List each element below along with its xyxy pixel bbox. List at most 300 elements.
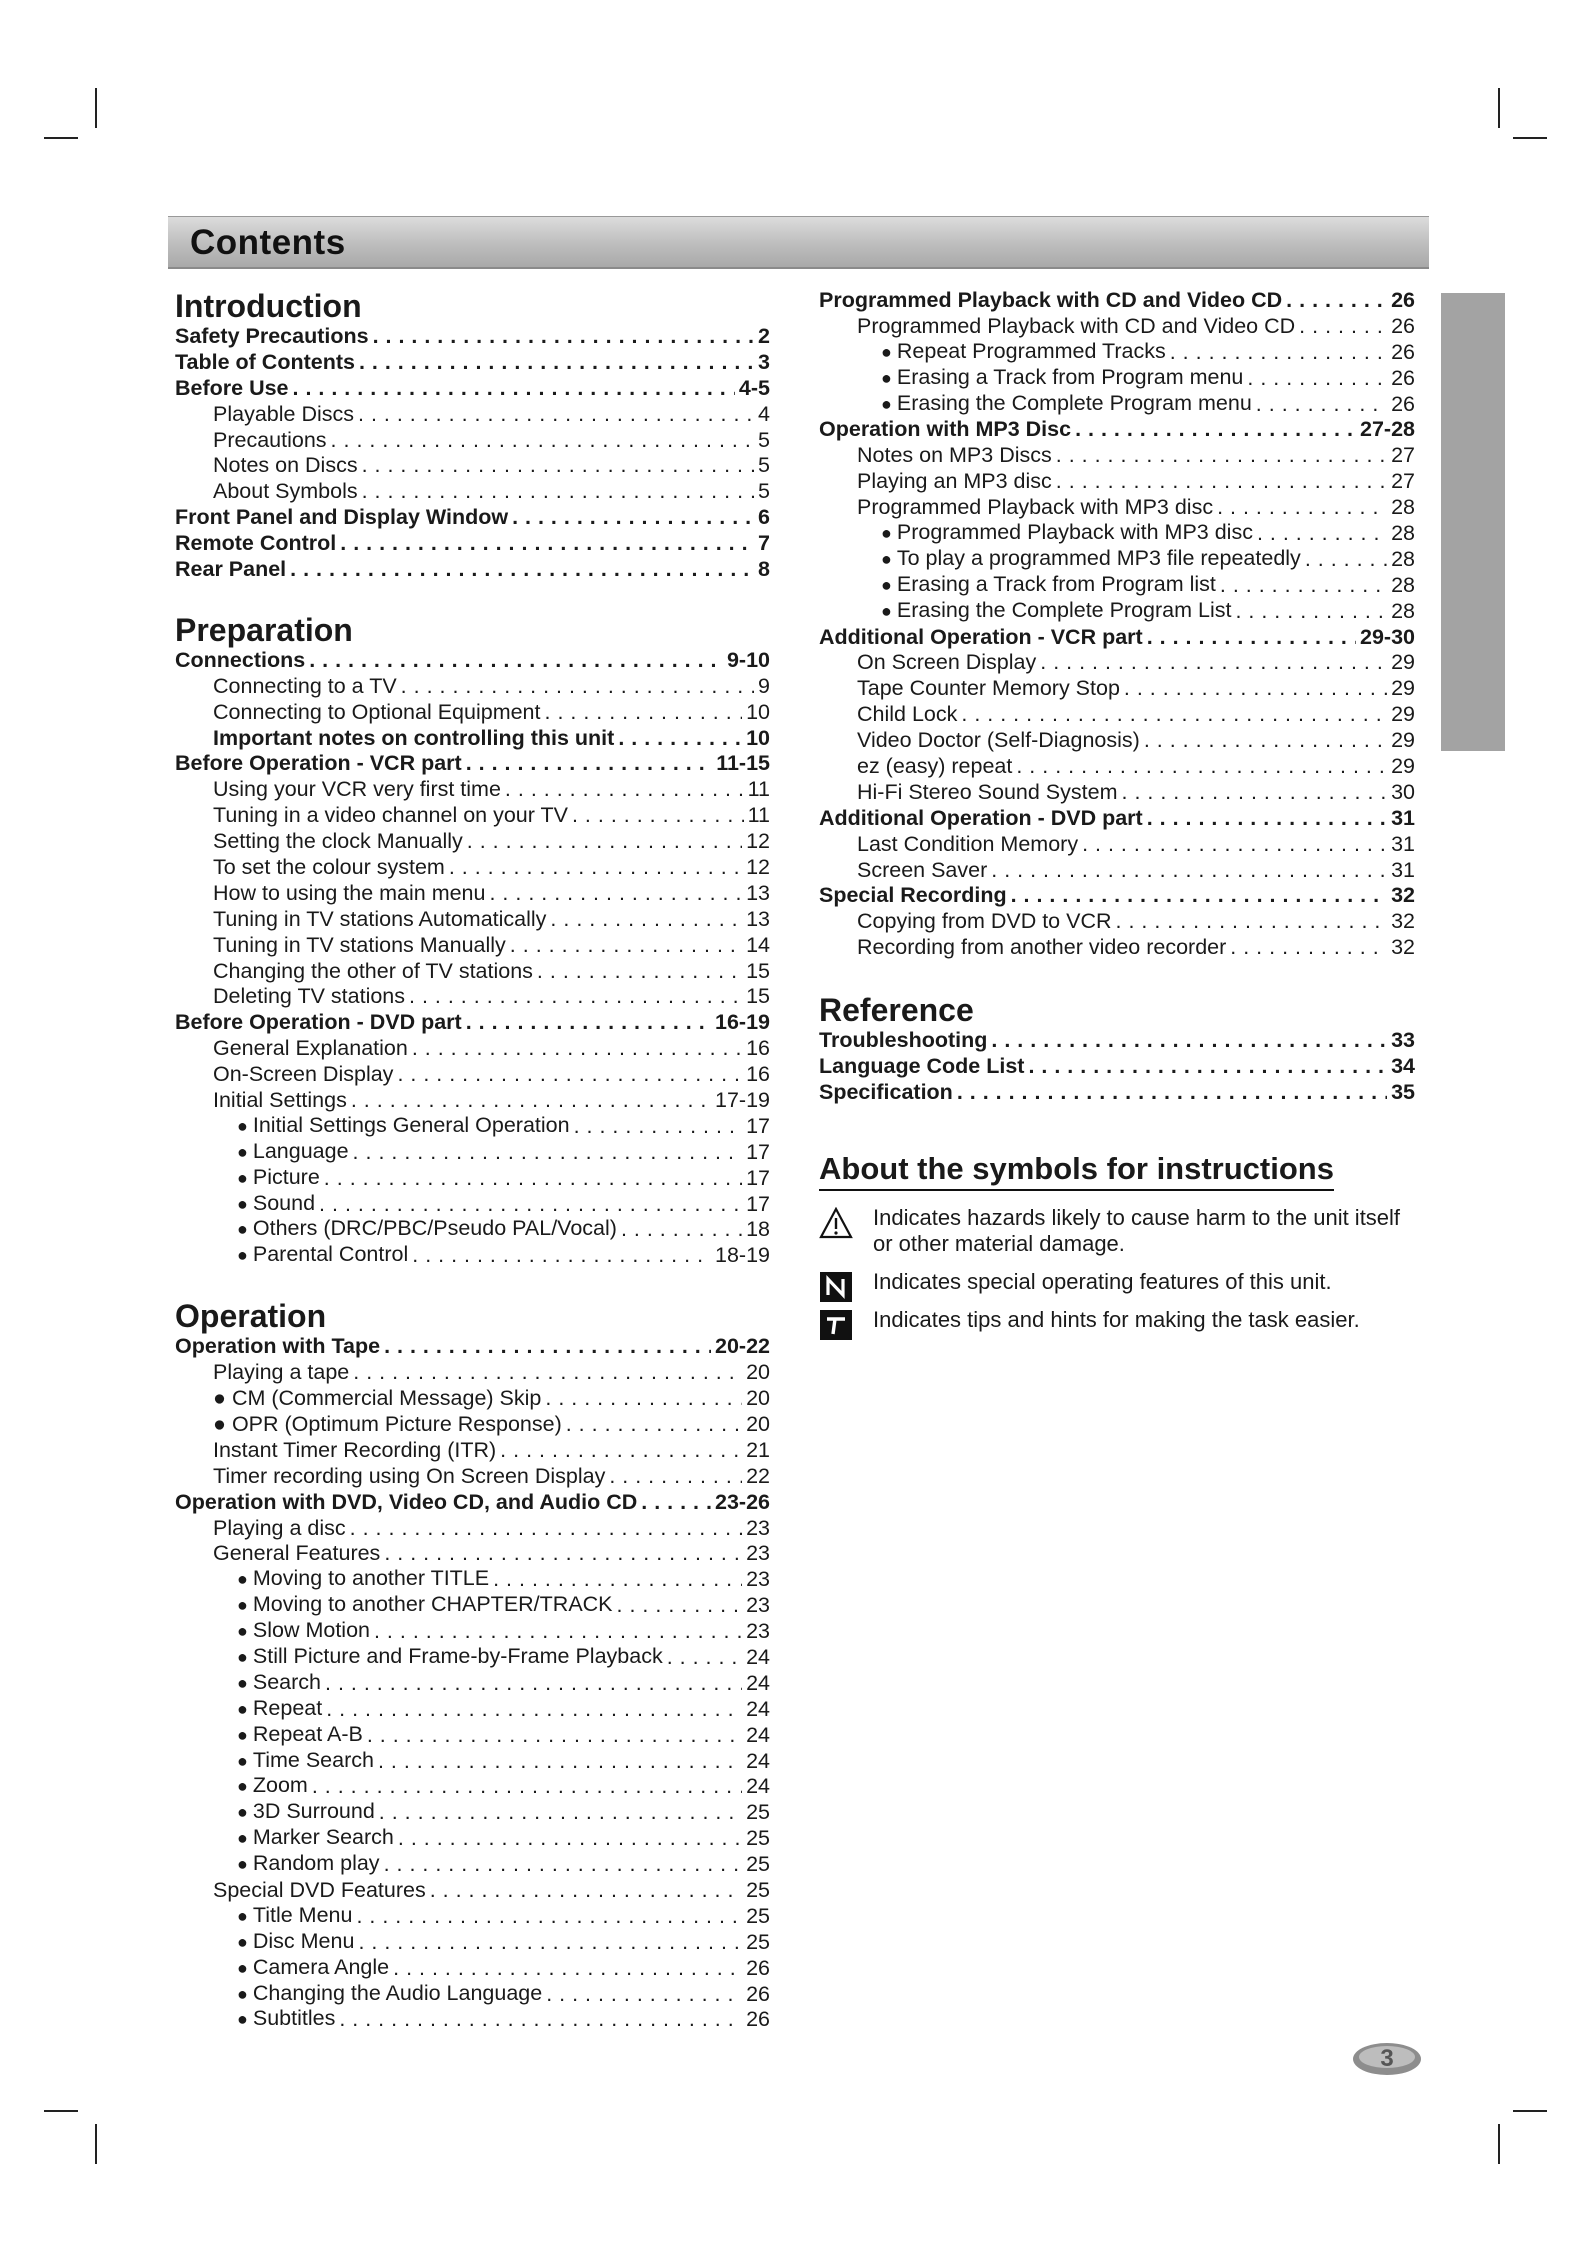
toc-entry-page: 24 bbox=[746, 1722, 770, 1747]
toc-entry-page: 32 bbox=[1391, 883, 1415, 908]
dot-leader bbox=[957, 1080, 1387, 1106]
dot-leader bbox=[1056, 443, 1387, 469]
toc-entry-title: To set the colour system bbox=[213, 855, 445, 880]
page-number: 3 bbox=[1380, 2045, 1394, 2072]
toc-entry-title: Screen Saver bbox=[857, 857, 988, 882]
toc-entry-page: 17 bbox=[746, 1165, 770, 1190]
toc-entry-title: ● Repeat Programmed Tracks bbox=[881, 339, 1166, 366]
dot-leader bbox=[1016, 754, 1387, 780]
toc-entry bbox=[175, 1412, 770, 1438]
toc-entry-page: 29 bbox=[1391, 676, 1415, 701]
toc-entry-page: 3 bbox=[758, 349, 770, 374]
dot-leader bbox=[1257, 521, 1387, 547]
toc-entry bbox=[175, 402, 770, 428]
toc-entry-title: ● 3D Surround bbox=[237, 1799, 375, 1826]
toc-entry bbox=[175, 1878, 770, 1904]
toc-entry bbox=[819, 1054, 1415, 1080]
dot-leader bbox=[367, 1723, 742, 1749]
toc-entry-title: On-Screen Display bbox=[213, 1062, 394, 1087]
toc-entry bbox=[175, 1593, 770, 1619]
toc-entry-page: 17 bbox=[746, 1191, 770, 1216]
toc-entry-page: 14 bbox=[746, 932, 770, 957]
toc-entry-title: Safety Precautions bbox=[175, 323, 369, 348]
dot-leader bbox=[1144, 728, 1387, 754]
toc-entry-page: 23-26 bbox=[715, 1489, 770, 1514]
toc-entry-page: 9-10 bbox=[726, 647, 770, 672]
symbol-text-tip: Indicates tips and hints for making the task easier. bbox=[873, 1307, 1360, 1332]
toc-entry-title: Operation with Tape bbox=[175, 1334, 381, 1359]
dot-leader bbox=[1124, 676, 1387, 702]
dot-leader bbox=[353, 1140, 743, 1166]
dot-leader bbox=[353, 1360, 742, 1386]
toc-entry-page: 4-5 bbox=[738, 375, 770, 400]
toc-entry bbox=[175, 1464, 770, 1490]
dot-leader bbox=[961, 702, 1387, 728]
dot-leader bbox=[359, 350, 754, 376]
dot-leader bbox=[545, 700, 743, 726]
toc-entry-title: Programmed Playback with CD and Video CD bbox=[857, 313, 1296, 338]
dot-leader bbox=[358, 1930, 742, 1956]
toc-entry-page: 20-22 bbox=[715, 1334, 770, 1359]
toc-entry-page: 5 bbox=[758, 453, 770, 478]
dot-leader bbox=[412, 1243, 711, 1269]
toc-entry-title: ez (easy) repeat bbox=[857, 754, 1013, 779]
toc-entry bbox=[175, 1800, 770, 1826]
toc-entry-page: 23 bbox=[746, 1541, 770, 1566]
dot-leader bbox=[505, 777, 744, 803]
toc-entry bbox=[819, 443, 1415, 469]
toc-entry-page: 6 bbox=[758, 505, 770, 530]
toc-entry-page: 23 bbox=[746, 1619, 770, 1644]
dot-leader bbox=[1220, 573, 1387, 599]
toc-entry-title: ● Erasing a Track from Program list bbox=[881, 572, 1216, 599]
toc-entry bbox=[175, 1619, 770, 1645]
about-symbols-title: About the symbols for instructions bbox=[819, 1150, 1334, 1191]
toc-entry bbox=[175, 1930, 770, 1956]
toc-entry bbox=[175, 1010, 770, 1036]
toc-entry-title: Playing an MP3 disc bbox=[857, 469, 1052, 494]
dot-leader bbox=[393, 1956, 742, 1982]
toc-entry-page: 24 bbox=[746, 1670, 770, 1695]
toc-entry-title: Troubleshooting bbox=[819, 1028, 988, 1053]
toc-entry-page: 29 bbox=[1391, 650, 1415, 675]
toc-entry-page: 9 bbox=[758, 673, 770, 698]
toc-entry-page: 17-19 bbox=[715, 1088, 770, 1113]
toc-entry-title: Child Lock bbox=[857, 702, 958, 727]
toc-entry-page: 17 bbox=[746, 1113, 770, 1138]
dot-leader bbox=[1028, 1054, 1387, 1080]
toc-entry bbox=[175, 1088, 770, 1114]
dot-leader bbox=[1075, 417, 1356, 443]
toc-entry-page: 29-30 bbox=[1360, 624, 1415, 649]
toc-entry bbox=[819, 417, 1415, 443]
toc-entry-page: 5 bbox=[758, 479, 770, 504]
toc-entry-title: ● Title Menu bbox=[237, 1903, 352, 1930]
dot-leader bbox=[397, 1062, 742, 1088]
toc-entry-title: Timer recording using On Screen Display bbox=[213, 1463, 606, 1488]
toc-entry-title: ● Disc Menu bbox=[237, 1929, 354, 1956]
toc-entry bbox=[175, 1567, 770, 1593]
dot-leader bbox=[572, 803, 744, 829]
toc-entry bbox=[175, 1438, 770, 1464]
toc-entry-page: 23 bbox=[746, 1567, 770, 1592]
crop-mark-top-left-v bbox=[95, 88, 97, 128]
crop-mark-bottom-left-v bbox=[95, 2124, 97, 2164]
toc-entry-title: Initial Settings bbox=[213, 1088, 347, 1113]
toc-entry bbox=[175, 1140, 770, 1166]
dot-leader bbox=[430, 1878, 742, 1904]
toc-entry-page: 15 bbox=[746, 958, 770, 983]
symbol-text-note: Indicates special operating features of this unit. bbox=[873, 1269, 1332, 1294]
toc-entry-title: Before Operation - DVD part bbox=[175, 1010, 462, 1035]
dot-leader bbox=[1147, 806, 1387, 832]
dot-leader bbox=[373, 324, 754, 350]
dot-leader bbox=[1170, 340, 1387, 366]
toc-entry-page: 29 bbox=[1391, 702, 1415, 727]
toc-entry-page: 25 bbox=[746, 1852, 770, 1877]
toc-entry-title: Video Doctor (Self-Diagnosis) bbox=[857, 728, 1140, 753]
toc-entry-title: ● Picture bbox=[237, 1165, 320, 1192]
toc-entry-page: 26 bbox=[746, 2007, 770, 2032]
toc-entry-page: 11-15 bbox=[716, 751, 770, 776]
dot-leader bbox=[467, 829, 742, 855]
toc-entry bbox=[175, 1114, 770, 1140]
toc-entry bbox=[175, 1541, 770, 1567]
toc-entry-page: 24 bbox=[746, 1696, 770, 1721]
toc-entry-title: About Symbols bbox=[213, 479, 358, 504]
toc-entry bbox=[175, 959, 770, 985]
toc-entry bbox=[175, 1386, 770, 1412]
toc-entry bbox=[175, 1852, 770, 1878]
toc-entry bbox=[819, 883, 1415, 909]
toc-entry bbox=[819, 702, 1415, 728]
toc-entry-title: Programmed Playback with MP3 disc bbox=[857, 495, 1214, 520]
toc-entry bbox=[819, 806, 1415, 832]
toc-entry-title: Instant Timer Recording (ITR) bbox=[213, 1437, 497, 1462]
toc-entry-title: ● Moving to another TITLE bbox=[237, 1566, 489, 1593]
dot-leader bbox=[384, 1334, 711, 1360]
crop-mark-top-right-v bbox=[1498, 88, 1500, 128]
page-number-badge bbox=[1351, 2040, 1423, 2078]
toc-entry bbox=[175, 453, 770, 479]
toc-entry-title: Connecting to a TV bbox=[213, 673, 397, 698]
dot-leader bbox=[1230, 935, 1387, 961]
toc-entry bbox=[819, 650, 1415, 676]
toc-entry bbox=[175, 984, 770, 1010]
toc-entry-title: ● Changing the Audio Language bbox=[237, 1981, 542, 2008]
toc-entry-page: 31 bbox=[1391, 831, 1415, 856]
toc-entry-title: ● OPR (Optimum Picture Response) bbox=[213, 1411, 562, 1436]
dot-leader bbox=[449, 855, 742, 881]
toc-entry-page: 31 bbox=[1391, 857, 1415, 882]
toc-entry bbox=[175, 1904, 770, 1930]
dot-leader bbox=[340, 531, 754, 557]
toc-entry bbox=[175, 1749, 770, 1775]
toc-entry-title: Notes on MP3 Discs bbox=[857, 443, 1052, 468]
dot-leader bbox=[991, 1028, 1387, 1054]
toc-entry bbox=[175, 674, 770, 700]
toc-entry bbox=[175, 376, 770, 402]
toc-entry-title: Before Use bbox=[175, 375, 289, 400]
toc-entry bbox=[175, 1062, 770, 1088]
dot-leader bbox=[378, 1749, 742, 1775]
dot-leader bbox=[667, 1645, 742, 1671]
toc-entry-page: 26 bbox=[1391, 339, 1415, 364]
crop-mark-top-left-h bbox=[44, 137, 78, 139]
toc-entry-title: ● Sound bbox=[237, 1191, 315, 1218]
toc-entry-page: 4 bbox=[758, 401, 770, 426]
toc-entry bbox=[175, 1982, 770, 2008]
toc-entry-title: ● Initial Settings General Operation bbox=[237, 1113, 570, 1140]
dot-leader bbox=[326, 1697, 742, 1723]
toc-entry-title: Playing a disc bbox=[213, 1515, 346, 1540]
toc-entry-title: ● Repeat A-B bbox=[237, 1722, 363, 1749]
toc-entry-page: 35 bbox=[1391, 1079, 1415, 1104]
dot-leader bbox=[510, 933, 742, 959]
toc-entry-title: ● To play a programmed MP3 file repeatedly bbox=[881, 546, 1301, 573]
toc-left-column bbox=[175, 288, 770, 2033]
toc-entry bbox=[819, 469, 1415, 495]
toc-entry-title: ● CM (Commercial Message) Skip bbox=[213, 1386, 542, 1411]
toc-entry bbox=[175, 1036, 770, 1062]
section-heading: Preparation bbox=[175, 611, 353, 648]
toc-entry-page: 16 bbox=[746, 1036, 770, 1061]
toc-entry-title: ● Programmed Playback with MP3 disc bbox=[881, 520, 1253, 547]
toc-entry-title: General Features bbox=[213, 1541, 381, 1566]
toc-entry bbox=[819, 728, 1415, 754]
tip-icon bbox=[819, 1309, 853, 1341]
symbol-item-note bbox=[819, 1269, 1419, 1295]
toc-entry-title: Deleting TV stations bbox=[213, 984, 406, 1009]
toc-entry bbox=[819, 340, 1415, 366]
toc-entry bbox=[175, 1490, 770, 1516]
dot-leader bbox=[351, 1088, 711, 1114]
toc-entry bbox=[175, 1243, 770, 1269]
toc-entry-page: 26 bbox=[1391, 365, 1415, 390]
toc-entry-title: Language Code List bbox=[819, 1054, 1025, 1079]
toc-entry-page: 13 bbox=[746, 880, 770, 905]
dot-leader bbox=[293, 376, 735, 402]
dot-leader bbox=[609, 1464, 742, 1490]
toc-entry-title: ● Marker Search bbox=[237, 1825, 394, 1852]
toc-entry bbox=[175, 648, 770, 674]
toc-entry-page: 27 bbox=[1391, 443, 1415, 468]
toc-entry-title: ● Subtitles bbox=[237, 2006, 335, 2033]
dot-leader bbox=[1122, 780, 1388, 806]
toc-entry-page: 2 bbox=[758, 323, 770, 348]
toc-entry-title: Last Condition Memory bbox=[857, 831, 1079, 856]
toc-entry-title: ● Still Picture and Frame-by-Frame Playback bbox=[237, 1644, 663, 1671]
toc-entry-title: ● Others (DRC/PBC/Pseudo PAL/Vocal) bbox=[237, 1216, 617, 1243]
toc-entry bbox=[175, 1826, 770, 1852]
toc-entry-title: ● Erasing the Complete Program menu bbox=[881, 391, 1252, 418]
toc-entry-title: Specification bbox=[819, 1079, 953, 1104]
toc-entry bbox=[175, 428, 770, 454]
crop-mark-top-right-h bbox=[1513, 137, 1547, 139]
toc-entry-title: ● Slow Motion bbox=[237, 1618, 370, 1645]
toc-entry-page: 28 bbox=[1391, 495, 1415, 520]
dot-leader bbox=[339, 2007, 742, 2033]
dot-leader bbox=[537, 959, 742, 985]
toc-entry bbox=[175, 1723, 770, 1749]
toc-entry-page: 11 bbox=[747, 803, 770, 828]
toc-entry bbox=[819, 625, 1415, 651]
toc-entry-page: 25 bbox=[746, 1903, 770, 1928]
toc-entry-title: Front Panel and Display Window bbox=[175, 505, 509, 530]
toc-entry-page: 26 bbox=[1391, 391, 1415, 416]
toc-entry-page: 28 bbox=[1391, 521, 1415, 545]
toc-entry-title: Hi-Fi Stereo Sound System bbox=[857, 779, 1118, 804]
page-title: Contents bbox=[190, 223, 346, 262]
toc-entry-title: Before Operation - VCR part bbox=[175, 751, 462, 776]
contents-banner bbox=[168, 216, 1429, 269]
dot-leader bbox=[1256, 392, 1387, 418]
toc-entry-page: 28 bbox=[1391, 572, 1415, 597]
section-heading: Introduction bbox=[175, 288, 362, 324]
dot-leader bbox=[500, 1438, 742, 1464]
toc-entry-page: 29 bbox=[1391, 728, 1415, 753]
toc-entry-page: 24 bbox=[746, 1748, 770, 1773]
toc-entry bbox=[819, 909, 1415, 935]
toc-entry-page: 18-19 bbox=[715, 1243, 770, 1268]
toc-entry bbox=[175, 1645, 770, 1671]
toc-entry-title: Setting the clock Manually bbox=[213, 829, 463, 854]
dot-leader bbox=[409, 984, 742, 1010]
dot-leader bbox=[362, 453, 754, 479]
dot-leader bbox=[374, 1619, 742, 1645]
toc-entry-title: ● Search bbox=[237, 1670, 321, 1697]
toc-entry-page: 23 bbox=[746, 1593, 770, 1618]
toc-entry-page: 27 bbox=[1391, 469, 1415, 494]
note-icon bbox=[819, 1271, 853, 1303]
toc-entry bbox=[175, 1516, 770, 1542]
toc-entry-title: ● Repeat bbox=[237, 1696, 322, 1723]
dot-leader bbox=[290, 557, 754, 583]
about-symbols bbox=[819, 1150, 1419, 1333]
toc-entry-title: ● Erasing the Complete Program List bbox=[881, 598, 1231, 625]
toc-entry-title: Connections bbox=[175, 647, 306, 672]
toc-entry bbox=[175, 1192, 770, 1218]
dot-leader bbox=[1299, 314, 1387, 340]
dot-leader bbox=[309, 648, 723, 674]
toc-entry-title: Operation with MP3 Disc bbox=[819, 417, 1072, 442]
toc-entry-title: Connecting to Optional Equipment bbox=[213, 699, 541, 724]
dot-leader bbox=[412, 1036, 742, 1062]
toc-entry-title: Remote Control bbox=[175, 531, 337, 556]
toc-entry bbox=[175, 933, 770, 959]
dot-leader bbox=[641, 1490, 711, 1516]
toc-entry bbox=[175, 1166, 770, 1192]
dot-leader bbox=[1247, 366, 1387, 392]
dot-leader bbox=[312, 1774, 742, 1800]
toc-entry-page: 26 bbox=[746, 1981, 770, 2006]
toc-entry-title: ● Zoom bbox=[237, 1773, 308, 1800]
toc-entry-title: ● Time Search bbox=[237, 1748, 374, 1775]
symbol-text-warning: Indicates hazards likely to cause harm to the unit itself or other material damage. bbox=[873, 1205, 1401, 1256]
toc-entry-page: 23 bbox=[746, 1515, 770, 1540]
toc-entry bbox=[819, 392, 1415, 418]
toc-entry bbox=[175, 777, 770, 803]
toc-entry-page: 33 bbox=[1391, 1028, 1415, 1053]
crop-mark-bottom-left-h bbox=[44, 2110, 78, 2112]
toc-entry-title: General Explanation bbox=[213, 1036, 408, 1061]
toc-entry bbox=[175, 855, 770, 881]
toc-entry bbox=[175, 2007, 770, 2033]
dot-leader bbox=[466, 751, 712, 777]
toc-entry-page: 25 bbox=[746, 1929, 770, 1954]
toc-entry-page: 7 bbox=[758, 531, 770, 556]
toc-entry bbox=[819, 858, 1415, 884]
toc-entry bbox=[175, 1956, 770, 1982]
toc-right-column bbox=[819, 288, 1415, 1106]
crop-mark-bottom-right-v bbox=[1498, 2124, 1500, 2164]
toc-entry-page: 22 bbox=[746, 1463, 770, 1488]
toc-entry bbox=[175, 557, 770, 583]
toc-entry-page: 25 bbox=[746, 1826, 770, 1851]
dot-leader bbox=[1286, 288, 1387, 314]
toc-entry bbox=[819, 1028, 1415, 1054]
toc-entry-page: 25 bbox=[746, 1877, 770, 1902]
toc-entry bbox=[819, 832, 1415, 858]
dot-leader bbox=[1056, 469, 1387, 495]
section-tab bbox=[1441, 293, 1505, 751]
dot-leader bbox=[319, 1192, 742, 1218]
dot-leader bbox=[493, 1567, 742, 1593]
toc-entry bbox=[175, 1671, 770, 1697]
dot-leader bbox=[401, 674, 754, 700]
warning-triangle-icon bbox=[819, 1207, 853, 1239]
section-heading: Reference bbox=[819, 992, 974, 1029]
dot-leader bbox=[489, 881, 742, 907]
toc-entry-title: ● Language bbox=[237, 1139, 349, 1166]
dot-leader bbox=[545, 1386, 742, 1412]
toc-entry-title: Playing a tape bbox=[213, 1360, 350, 1385]
dot-leader bbox=[356, 1904, 742, 1930]
toc-entry bbox=[175, 350, 770, 376]
dot-leader bbox=[324, 1166, 742, 1192]
toc-entry-page: 24 bbox=[746, 1774, 770, 1799]
dot-leader bbox=[621, 1217, 742, 1243]
toc-entry-title: Tuning in a video channel on your TV bbox=[213, 803, 568, 828]
toc-entry-page: 15 bbox=[746, 984, 770, 1009]
toc-entry-title: ● Moving to another CHAPTER/TRACK bbox=[237, 1592, 613, 1619]
toc-entry-title: Additional Operation - DVD part bbox=[819, 805, 1143, 830]
toc-entry bbox=[175, 1360, 770, 1386]
toc-entry-title: Important notes on controlling this unit bbox=[213, 725, 615, 750]
toc-entry-title: Additional Operation - VCR part bbox=[819, 624, 1143, 649]
toc-entry bbox=[175, 505, 770, 531]
toc-entry-page: 21 bbox=[746, 1437, 770, 1462]
dot-leader bbox=[379, 1800, 742, 1826]
dot-leader bbox=[1040, 650, 1387, 676]
toc-entry bbox=[175, 1774, 770, 1800]
toc-entry-page: 16 bbox=[746, 1062, 770, 1087]
toc-entry-page: 8 bbox=[758, 557, 770, 581]
toc-entry-page: 18 bbox=[746, 1217, 770, 1242]
crop-mark-bottom-right-h bbox=[1513, 2110, 1547, 2112]
toc-entry-page: 26 bbox=[746, 1955, 770, 1980]
toc-entry-title: Operation with DVD, Video CD, and Audio CD bbox=[175, 1489, 638, 1514]
toc-entry-page: 17 bbox=[746, 1139, 770, 1164]
symbol-item-tip bbox=[819, 1307, 1419, 1333]
toc-entry bbox=[819, 495, 1415, 521]
toc-entry-title: On Screen Display bbox=[857, 650, 1037, 675]
toc-entry-page: 20 bbox=[746, 1386, 770, 1411]
dot-leader bbox=[991, 858, 1387, 884]
toc-entry-page: 29 bbox=[1391, 754, 1415, 779]
dot-leader bbox=[566, 1412, 742, 1438]
toc-entry bbox=[175, 1697, 770, 1723]
